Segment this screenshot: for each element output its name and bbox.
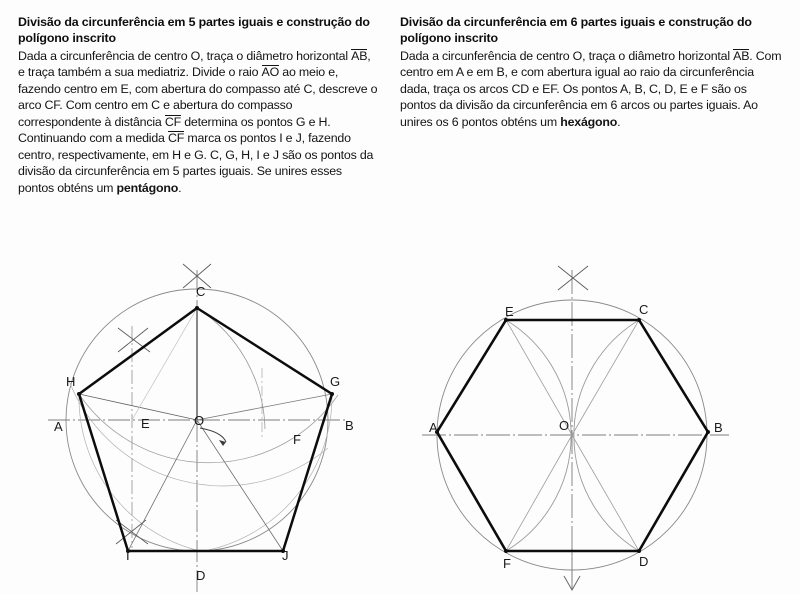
pentagon-arc-i (79, 394, 200, 551)
pentagon-line-ec (132, 308, 197, 420)
pentagon-label-j: J (282, 548, 289, 563)
pentagon-label-o: O (194, 413, 205, 428)
pentagon-figure (8, 248, 394, 594)
pentagon-label-b: B (345, 418, 354, 433)
pentagon-label-f: F (293, 432, 301, 447)
segment-cf-overline-1: CF (164, 114, 181, 129)
pentagon-section-paragraph (18, 48, 378, 197)
pentagon-emphasis: pentágono (116, 180, 179, 195)
segment-cf-overline-2: CF (167, 131, 185, 146)
hexagon-label-e: E (505, 304, 514, 319)
hexagon-compass-marks (558, 266, 588, 290)
pentagon-arc-cf (197, 308, 265, 429)
hexagon-label-b: B (714, 420, 723, 435)
segment-ab-overline: AB (351, 48, 368, 63)
pentagon-label-a: A (54, 419, 63, 434)
hexagon-paragraph-line-1: Dada a circunferência de centro O, traça o diâmetro horizontal AB. (400, 48, 753, 63)
hexagon-label-d: D (639, 554, 649, 569)
segment-ao-overline: AO (261, 65, 280, 80)
pentagon-paragraph-line-1: Dada a circunferência de centro O, traça o diâmetro horizontal AB, (18, 48, 371, 63)
pentagon-radius-i (128, 420, 197, 551)
hexagon-arc-cd (574, 320, 639, 551)
text-columns (0, 0, 800, 196)
hexagon-figure (404, 248, 790, 594)
column-hexagon-text (400, 0, 800, 196)
figures-area (0, 248, 800, 594)
hexagon-label-c: C (639, 302, 649, 317)
pentagon-label-d: D (196, 568, 206, 583)
hexagon-arc-ef (506, 320, 571, 551)
pentagon-label-c: C (196, 284, 206, 299)
pentagon-paragraph-line-2: e traça também a sua mediatriz. Divide o raio AO ao meio e, fazendo (18, 65, 339, 96)
hexagon-section-title: Divisão da circunferência em 6 partes iguais e construção do polígono inscrito (400, 15, 752, 46)
hexagon-label-a: A (429, 420, 438, 435)
hexagon-section-paragraph (400, 48, 782, 131)
column-pentagon-text (0, 0, 400, 196)
pentagon-label-g: G (330, 374, 341, 389)
hexagon-paragraph-rest: Com centro em A e em B, e com abertura igual ao raio da circunferência dada, traça os arcos CD e EF. Os pontos A, B, C, D, E e F são os pontos da divisão da circunferência em 6 arcos ou partes iguais. Ao unires os 6 pontos obténs um hexágono. (400, 48, 782, 129)
segment-ab-overline-hex: AB (733, 48, 750, 63)
pentagon-paragraph-line-4: Com centro em C e abertura do compasso correspondente à distância CF determina os pontos G e H. Continuando com a medida CF marca os pontos I e J, fazendo centro, respectivamente, em H e G. C, G, H, I e J são os pontos da divisão da circunferência em 5 partes iguais. Se unires esses pontos obténs um pentágono. (18, 98, 374, 195)
pentagon-label-e: E (141, 416, 150, 431)
hexagon-label-o: O (559, 418, 570, 433)
hexagon-radii (506, 320, 639, 551)
pentagon-label-i: I (126, 548, 130, 563)
hexagon-label-f: F (503, 556, 511, 571)
pentagon-label-h: H (66, 374, 76, 389)
pentagon-arc-gh (79, 394, 338, 463)
hexagon-emphasis: hexágono (560, 114, 618, 129)
pentagon-paragraph-line-3: centro em E, com abertura do compasso até C, descreve o arco CF. (18, 81, 378, 113)
pentagon-section-title: Divisão da circunferência em 5 partes iguais e construção do polígono inscrito (18, 15, 370, 46)
pentagon-arc-gh-secondary (68, 378, 328, 486)
